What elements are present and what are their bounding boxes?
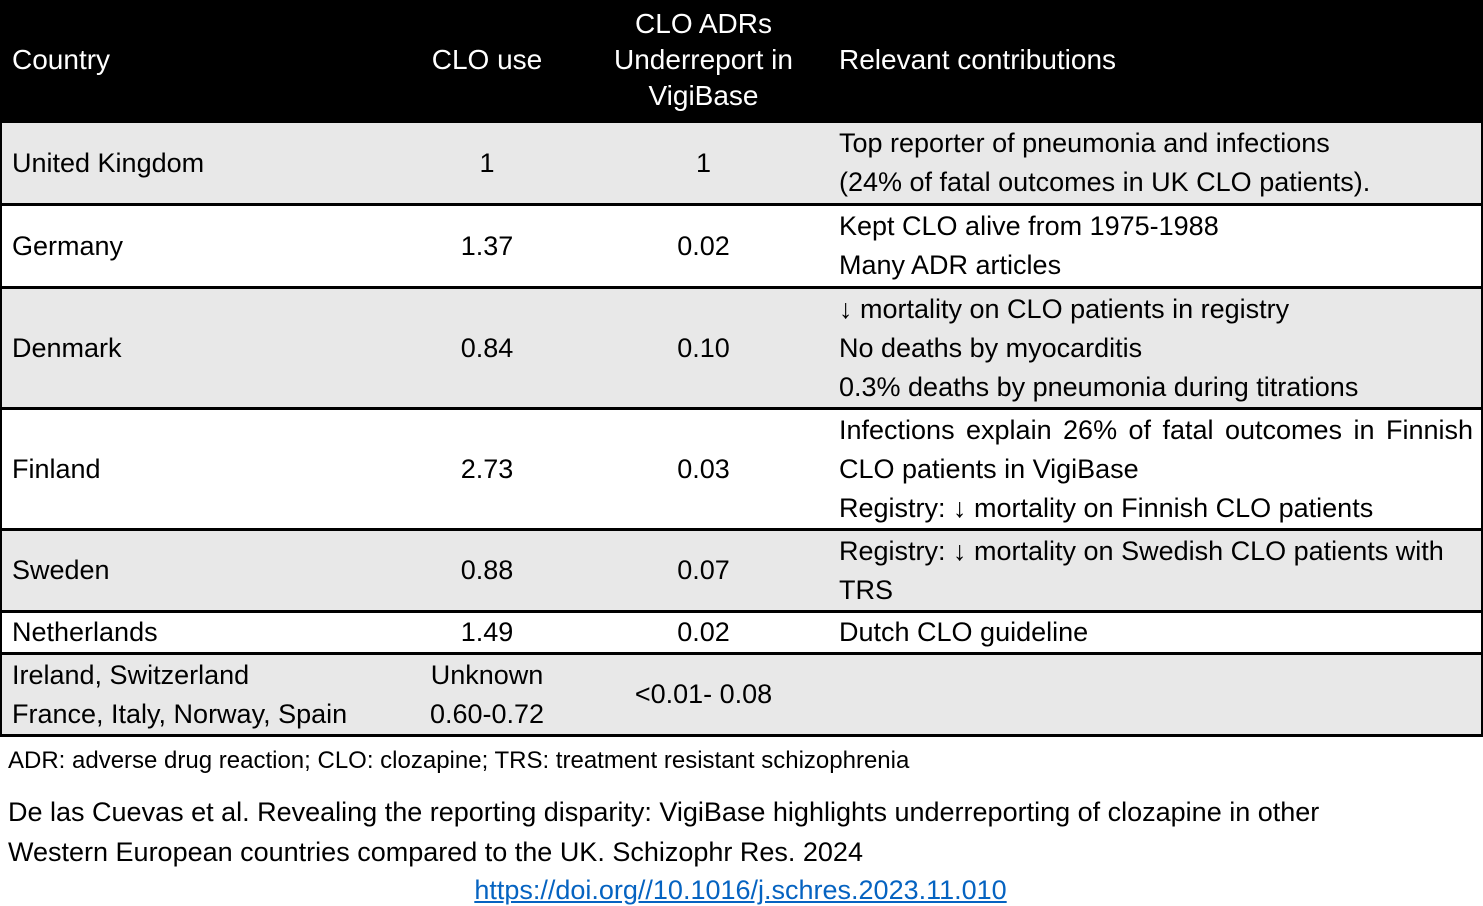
underreport-cell: 0.02 [601, 205, 806, 288]
underreport-cell: 0.03 [601, 409, 806, 530]
clo-use-cell: 0.84 [373, 288, 601, 409]
header-clo-use: CLO use [373, 0, 601, 122]
clo-use-cell: 1.37 [373, 205, 601, 288]
underreport-cell: 1 [601, 122, 806, 205]
doi-link[interactable]: https://doi.org//10.1016/j.schres.2023.11.010 [474, 875, 1007, 905]
table-row-denmark [1, 288, 1482, 409]
underreport-cell: 0.10 [601, 288, 806, 409]
header-row [1, 0, 1482, 122]
country-cell: Ireland, Switzerland France, Italy, Norway, Spain [1, 654, 373, 736]
header-country: Country [1, 0, 373, 122]
underreport-cell: 0.02 [601, 612, 806, 654]
clo-use-cell: Unknown 0.60-0.72 [373, 654, 601, 736]
table-row-netherlands [1, 612, 1482, 654]
country-cell: Netherlands [1, 612, 373, 654]
table-row-germany [1, 205, 1482, 288]
table-row-other-countries [1, 654, 1482, 736]
table-row-sweden [1, 530, 1482, 612]
contributions-cell: Kept CLO alive from 1975-1988 Many ADR articles [806, 205, 1482, 288]
contributions-cell: Registry: ↓ mortality on Swedish CLO patients with TRS [806, 530, 1482, 612]
underreport-cell: 0.07 [601, 530, 806, 612]
country-cell: Finland [1, 409, 373, 530]
contributions-cell: Infections explain 26% of fatal outcomes in Finnish CLO patients in VigiBase Registry: ↓ mortality on Finnish CLO patients [806, 409, 1482, 530]
clo-use-cell: 0.88 [373, 530, 601, 612]
country-cell: United Kingdom [1, 122, 373, 205]
country-cell: Sweden [1, 530, 373, 612]
country-cell: Denmark [1, 288, 373, 409]
contributions-cell: Dutch CLO guideline [806, 612, 1482, 654]
table-row-finland [1, 409, 1482, 530]
header-underreport: CLO ADRs Underreport in VigiBase [601, 0, 806, 122]
underreport-cell: <0.01- 0.08 [601, 654, 806, 736]
abbreviations-footnote: ADR: adverse drug reaction; CLO: clozapine; TRS: treatment resistant schizophrenia [8, 747, 910, 774]
clo-use-cell: 1 [373, 122, 601, 205]
clo-use-cell: 1.49 [373, 612, 601, 654]
clo-use-cell: 2.73 [373, 409, 601, 530]
doi-container [0, 875, 1481, 906]
table-row-united-kingdom [1, 122, 1482, 205]
table-header [1, 0, 1482, 122]
header-contributions: Relevant contributions [806, 0, 1482, 122]
country-cell: Germany [1, 205, 373, 288]
contributions-cell [806, 654, 1482, 736]
paper-citation: De las Cuevas et al. Revealing the reporting disparity: VigiBase highlights underreporting of clozapine in other Western European countries compared to the UK. Schizophr Res. 2024 [8, 797, 1320, 867]
contributions-cell: Top reporter of pneumonia and infections (24% of fatal outcomes in UK CLO patients). [806, 122, 1482, 205]
contributions-cell: ↓ mortality on CLO patients in registry No deaths by myocarditis 0.3% deaths by pneumonia during titrations [806, 288, 1482, 409]
